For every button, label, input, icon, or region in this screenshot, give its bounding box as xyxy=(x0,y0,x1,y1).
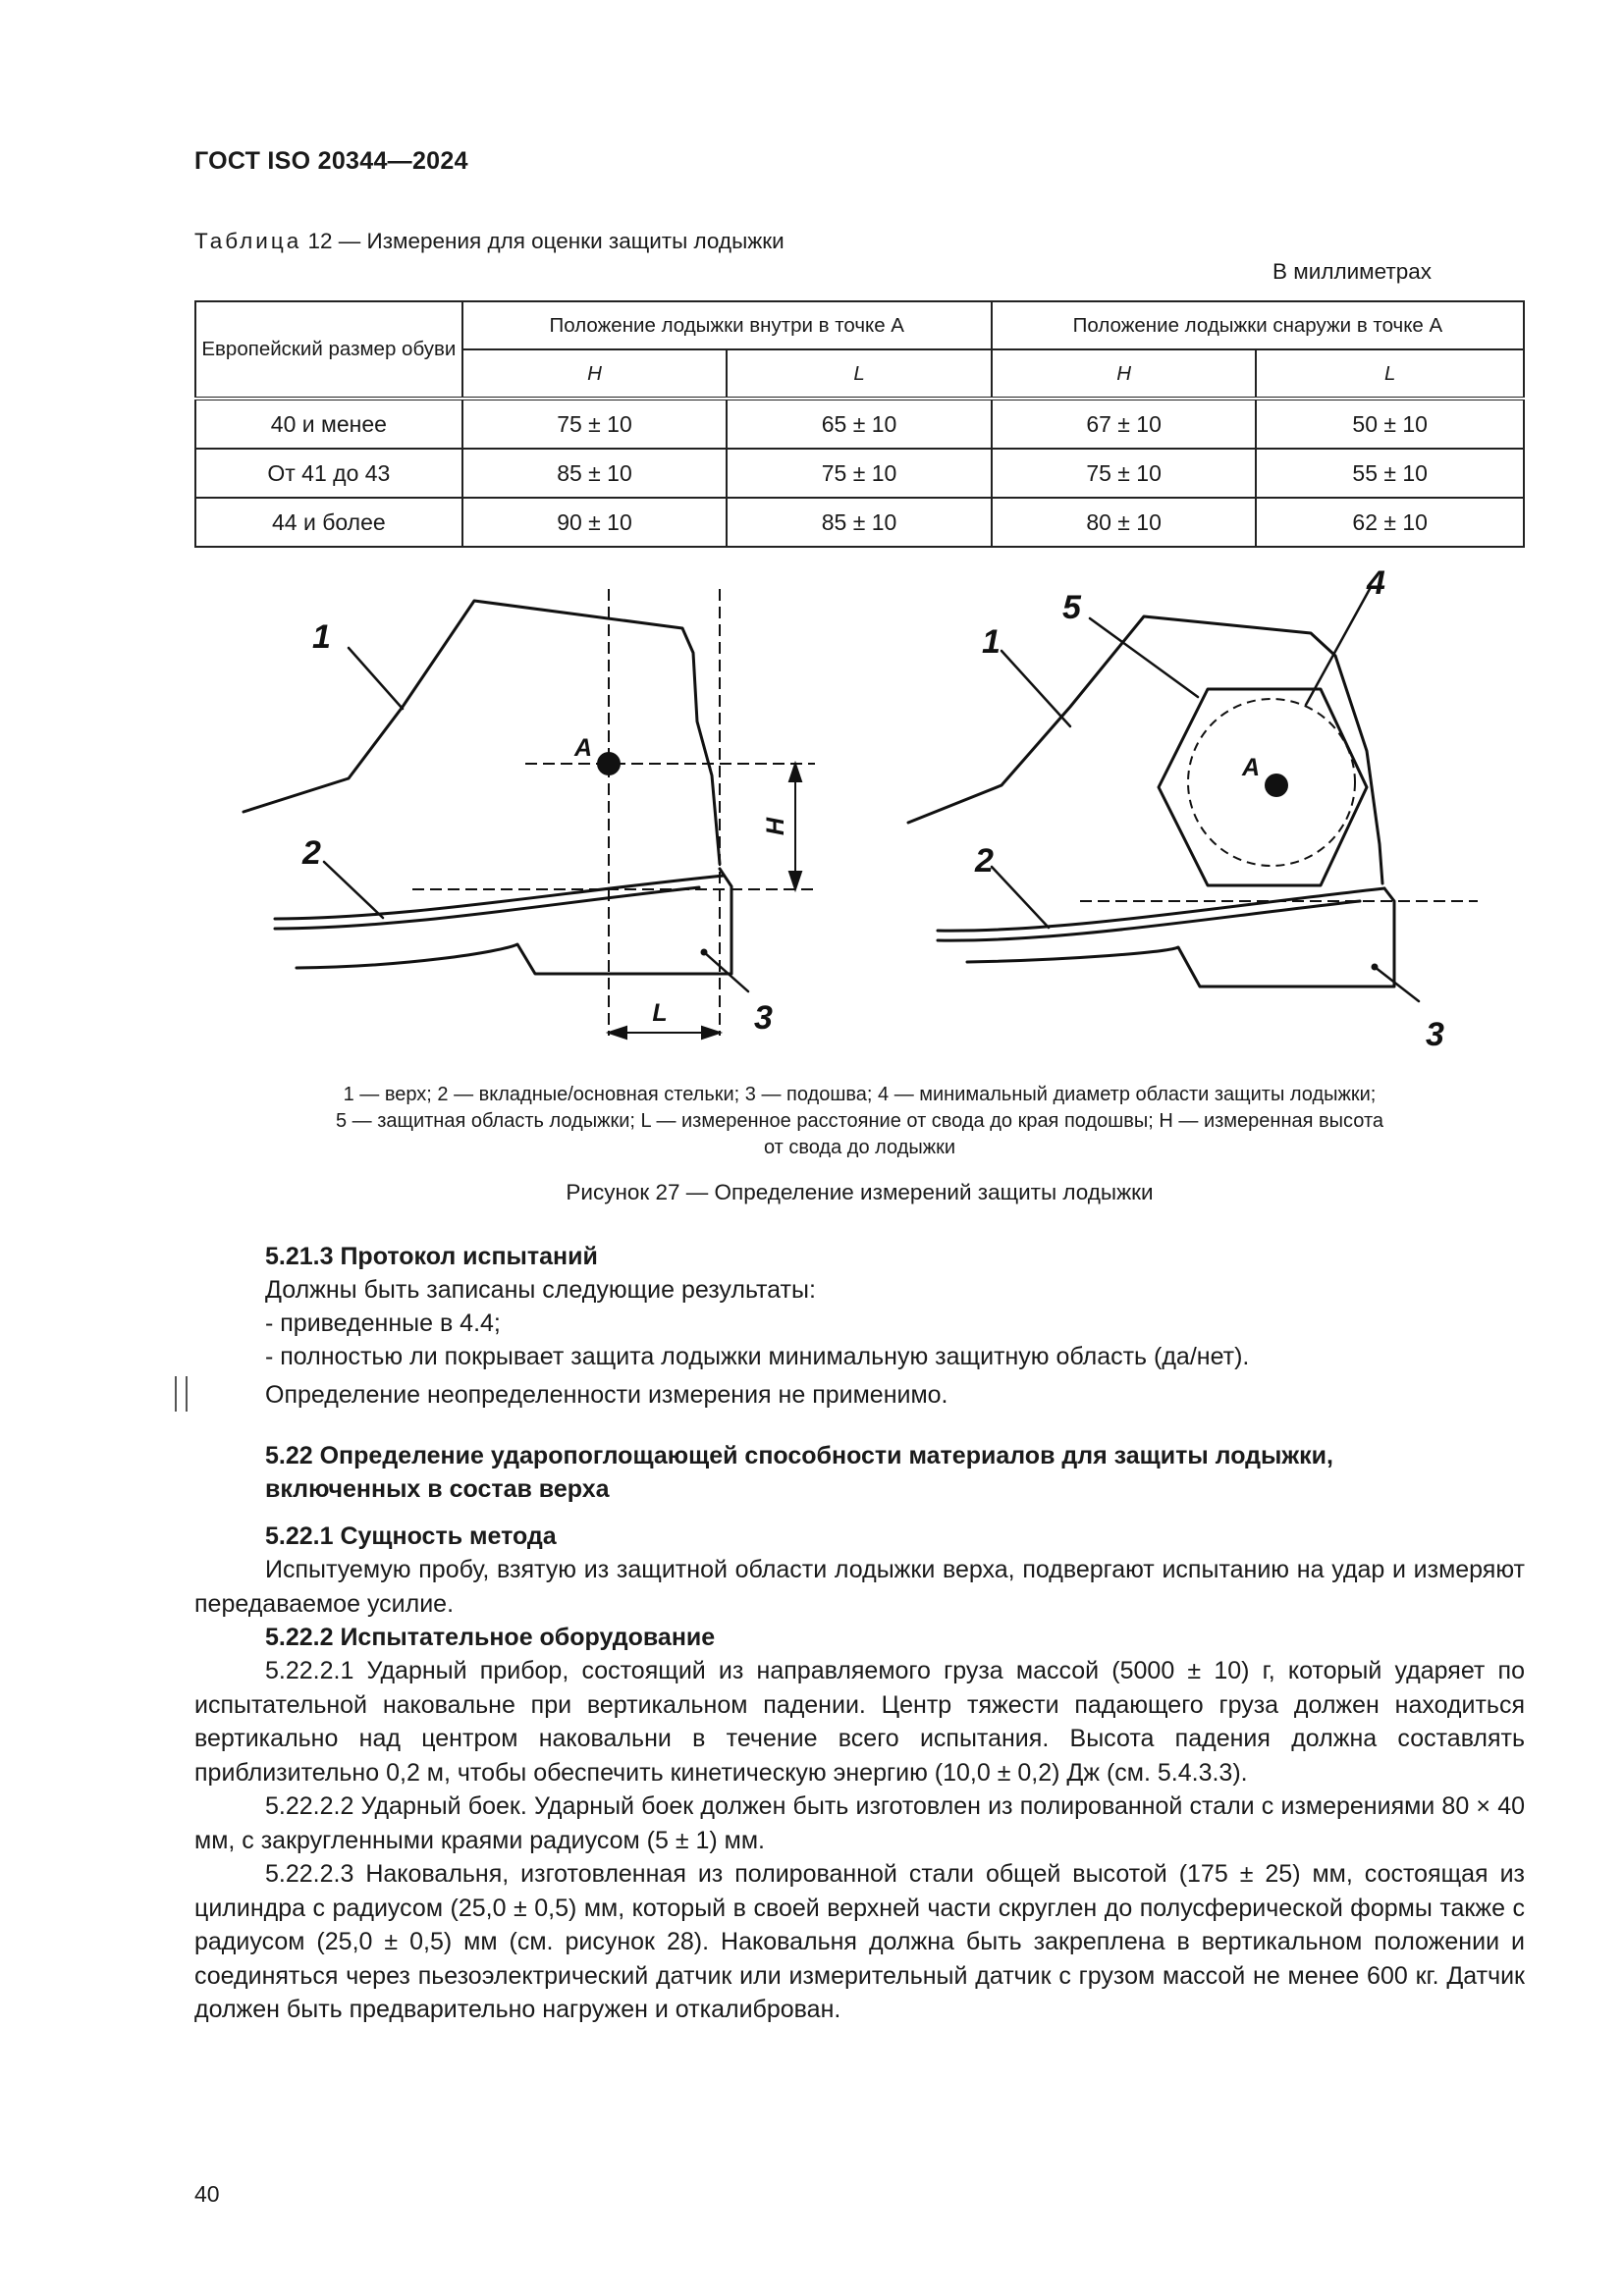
cell-l-inside: 65 ± 10 xyxy=(727,399,992,449)
leader-1-right xyxy=(1001,651,1070,726)
insole-bottom-right xyxy=(938,901,1360,940)
section-heading-5-22-2: 5.22.2 Испытательное оборудование xyxy=(265,1624,716,1651)
cell-l-outside: 55 ± 10 xyxy=(1256,449,1524,498)
table-units: В миллиметрах xyxy=(1272,259,1432,284)
label-3-left: 3 xyxy=(754,999,773,1037)
label-2-left: 2 xyxy=(302,834,321,872)
subheader-h-outside: H xyxy=(992,349,1257,399)
section-heading-5-22-line-1: 5.22 Определение ударопоглощающей способности материалов для защиты лодыжки, xyxy=(265,1442,1333,1469)
protocol-note: Определение неопределенности измерения не применимо. xyxy=(265,1381,948,1409)
label-2-right: 2 xyxy=(975,842,994,880)
label-h: H xyxy=(762,817,789,836)
paragraph-5-22-1: Испытуемую пробу, взятую из защитной области лодыжки верха, подвергают испытанию на удар и измеряют передаваемое усилие. xyxy=(194,1556,1525,1618)
point-a-left xyxy=(597,752,621,775)
cell-h-outside: 67 ± 10 xyxy=(992,399,1257,449)
l-arrow-left xyxy=(609,1027,626,1039)
protocol-item-1: - приведенные в 4.4; xyxy=(265,1309,501,1337)
table-caption-text: 12 — Измерения для оценки защиты лодыжки xyxy=(307,229,785,253)
cell-size: 44 и более xyxy=(195,498,462,547)
table-row xyxy=(195,399,1524,449)
header-inside: Положение лодыжки внутри в точке A xyxy=(462,301,992,349)
page-number: 40 xyxy=(194,2181,220,2207)
label-4: 4 xyxy=(1367,564,1385,602)
label-5: 5 xyxy=(1062,589,1081,626)
l-arrow-right xyxy=(702,1027,720,1039)
leader-4 xyxy=(1306,589,1370,705)
section-heading-5-22-1: 5.22.1 Сущность метода xyxy=(265,1522,557,1550)
leader-2-right xyxy=(992,867,1049,928)
cell-h-inside: 85 ± 10 xyxy=(462,449,728,498)
label-1-right: 1 xyxy=(982,623,1001,661)
paragraph-5-22-2-1: 5.22.2.1 Ударный прибор, состоящий из направляемого груза массой (5000 ± 10) г, который ударяет по испытательной наковальне при вертикальном падении. Центр тяжести падающего груза должен находиться вертикально над центром наковальни в течение всего испытания. Высота падения должна составлять приблизительно 0,2 м, чтобы обеспечить кинетическую энергию (10,0 ± 0,2) Дж (см. 5.4.3.3). xyxy=(194,1657,1525,1787)
header-size: Европейский размер обуви xyxy=(195,301,462,399)
section-heading-5-22-line-2: включенных в состав верха xyxy=(265,1475,610,1503)
protocol-item-2: - полностью ли покрывает защита лодыжки минимальную защитную область (да/нет). xyxy=(265,1343,1250,1370)
paragraph-5-22-2-3: 5.22.2.3 Наковальня, изготовленная из полированной стали общей высотой (175 ± 25) мм, состоящая из цилиндра с радиусом (25,0 ± 0,5) мм, который в своей верхней части скруглен до полусферической формы также с радиусом (25,0 ± 0,5) мм (см. рисунок 28). Наковальня должна быть закреплена в вертикальном положении и соединяться через пьезоэлектрический датчик или измерительный датчик с грузом массой не менее 600 кг. Датчик должен быть предварительно нагружен и откалиброван. xyxy=(194,1860,1525,2023)
subheader-l-inside: L xyxy=(727,349,992,399)
cell-h-inside: 90 ± 10 xyxy=(462,498,728,547)
sole-left xyxy=(297,869,731,974)
figure-caption: Рисунок 27 — Определение измерений защиты лодыжки xyxy=(566,1180,1154,1204)
ankle-measurement-figure xyxy=(0,550,1624,1080)
leader-5 xyxy=(1090,618,1198,697)
table-caption-word: Таблица xyxy=(194,229,302,253)
cell-l-outside: 62 ± 10 xyxy=(1256,498,1524,547)
subheader-l-outside: L xyxy=(1256,349,1524,399)
cell-l-inside: 75 ± 10 xyxy=(727,449,992,498)
insole-bottom-left xyxy=(275,887,699,929)
cell-l-outside: 50 ± 10 xyxy=(1256,399,1524,449)
section-heading-5-21-3: 5.21.3 Протокол испытаний xyxy=(265,1243,598,1270)
label-3-right: 3 xyxy=(1426,1016,1444,1053)
label-a-right: A xyxy=(1242,754,1261,781)
table-row xyxy=(195,498,1524,547)
cell-l-inside: 85 ± 10 xyxy=(727,498,992,547)
table-row xyxy=(195,449,1524,498)
leader-2-left xyxy=(324,862,383,918)
leader-1-left xyxy=(349,648,403,709)
leader-3-right xyxy=(1375,967,1419,1001)
measurements-table xyxy=(194,300,1525,548)
protective-hexagon xyxy=(1159,689,1367,885)
header-outside: Положение лодыжки снаружи в точке A xyxy=(992,301,1524,349)
protocol-intro: Должны быть записаны следующие результаты: xyxy=(265,1276,816,1304)
cell-size: От 41 до 43 xyxy=(195,449,462,498)
label-1-left: 1 xyxy=(312,618,331,656)
figure-legend-line-3: от свода до лодыжки xyxy=(763,1137,956,1158)
cell-h-outside: 75 ± 10 xyxy=(992,449,1257,498)
leader-3-left xyxy=(704,952,748,991)
label-a-left: A xyxy=(574,734,593,762)
figure-legend-line-2: 5 — защитная область лодыжки; L — измеренное расстояние от свода до края подошвы; H — измеренная высота xyxy=(335,1110,1383,1132)
revision-mark xyxy=(175,1376,188,1412)
paragraph-5-22-2-2: 5.22.2.2 Ударный боек. Ударный боек должен быть изготовлен из полированной стали с измерениями 80 × 40 мм, с закругленными краями радиусом (5 ± 1) мм. xyxy=(194,1792,1525,1854)
document-header: ГОСТ ISO 20344—2024 xyxy=(194,147,468,175)
h-arrow-top xyxy=(789,764,801,781)
point-a-right xyxy=(1265,774,1288,797)
paragraphs-5-22-2 xyxy=(194,1654,1525,2027)
sole-dot-right xyxy=(1372,964,1379,971)
sole-dot-left xyxy=(701,949,708,956)
cell-h-inside: 75 ± 10 xyxy=(462,399,728,449)
subheader-h-inside: H xyxy=(462,349,728,399)
cell-h-outside: 80 ± 10 xyxy=(992,498,1257,547)
table-caption xyxy=(194,229,785,254)
h-arrow-bottom xyxy=(789,872,801,889)
figure-legend-line-1: 1 — верх; 2 — вкладные/основная стельки; 3 — подошва; 4 — минимальный диаметр области защиты лодыжки; xyxy=(343,1084,1377,1105)
cell-size: 40 и менее xyxy=(195,399,462,449)
label-l: L xyxy=(652,999,668,1027)
